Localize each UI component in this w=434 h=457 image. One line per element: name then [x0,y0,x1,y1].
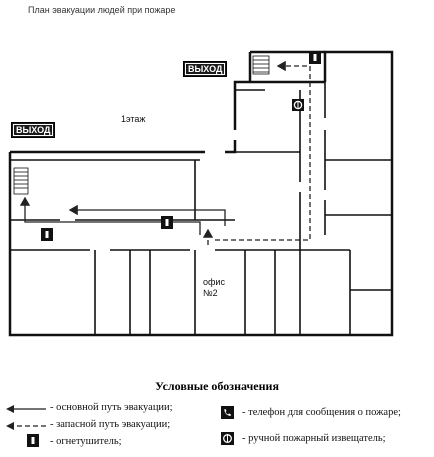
stairs-icon [14,168,28,194]
floor-label: 1этаж [121,114,146,124]
legend-reserve-route: - запасной путь эвакуации; [50,419,171,430]
legend-title: Условные обозначения [155,379,279,393]
extinguisher-icon [41,228,53,241]
outer-walls [10,52,392,335]
extinguisher-icon [161,216,173,229]
legend-phone: - телефон для сообщения о пожаре; [242,407,401,418]
office-label-line2: №2 [203,288,218,298]
exit-sign-left: ВЫХОД [11,122,55,138]
fire-alarm-icon [292,99,304,111]
interior-walls [10,82,392,335]
fire-alarm-icon [221,432,234,445]
main-route-legend-icon [6,404,50,414]
legend-alarm: - ручной пожарный извещатель; [242,433,386,444]
stairs-icon [253,56,269,74]
plan-title: План эвакуации людей при пожаре [28,5,176,15]
door-openings [60,118,325,220]
office-label [203,277,235,299]
legend-extinguisher: - огнетушитель; [50,436,122,447]
office-label-line1: офис [203,277,225,287]
legend-main-route: - основной путь эвакуации; [50,402,173,413]
exit-sign-top: ВЫХОД [183,61,227,77]
reserve-evacuation-route [208,66,310,245]
extinguisher-icon [309,51,321,64]
reserve-route-legend-icon [6,421,50,431]
extinguisher-icon [27,434,39,448]
phone-icon [221,406,234,419]
